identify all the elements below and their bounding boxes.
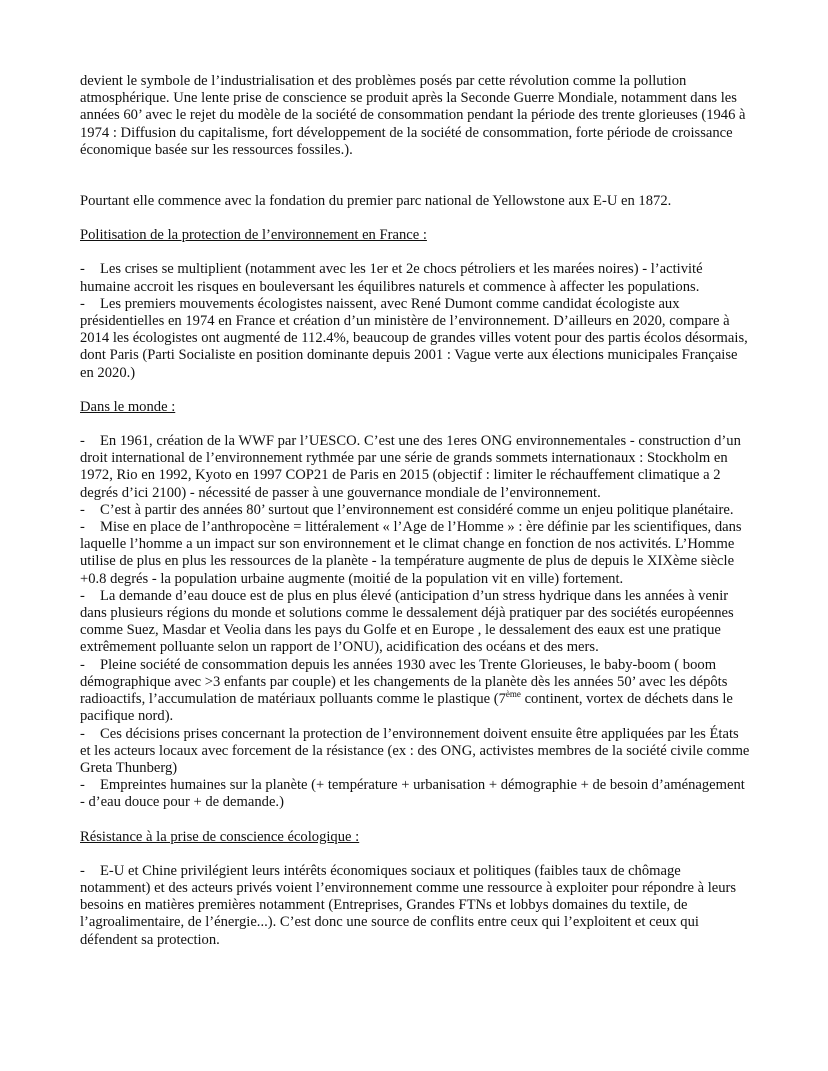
bullet-text: Les crises se multiplient (notamment avec les 1er et 2e chocs pétroliers et les marées noires) - l’activité humaine accroit les risques en bouleversant les équilibres naturels et commence à affecter les populations. <box>80 261 703 295</box>
bullet-item: - Les premiers mouvements écologistes naissent, avec René Dumont comme candidat écologiste aux présidentielles en 1974 en France et création d’un ministère de l’environnement. D’ailleurs en 2020, compare à 2014 les écologistes ont augmenté de 112.4%, beaucoup de grandes villes votent pour des partis écolos désormais, dont Paris (Parti Socialiste en position dominante depuis 2001 : Vague verte aux élections municipales Française en 2020.) <box>80 295 748 381</box>
superscript: ème <box>505 689 521 700</box>
bullet-item: - C’est à partir des années 80’ surtout que l’environnement est considéré comme un enjeu politique planétaire. <box>80 501 734 518</box>
bullet-text: Pleine société de consommation depuis les années 1930 avec les Trente Glorieuses, le baby-boom ( boom démographique avec >3 enfants par couple) et les changements de la planète dès les années 50’ avec les dépôts radioactifs, l’accumulation de matériaux polluants comme le plastique (7 <box>80 656 728 708</box>
bullet-text: Mise en place de l’anthropocène = littéralement « l’Age de l’Homme » : ère définie par les scientifiques, dans laquelle l’homme a un impact sur son environnement et le climat change en fonction de nos activités. L’Homme utilise de plus en plus les ressources de la planète - la température augmente de plus de depuis le XIXème siècle +0.8 degrés - la population urbaine augmente (moitié de la population vit en ville) fortement. <box>80 519 742 587</box>
bullet-item: - En 1961, création de la WWF par l’UESCO. C’est une des 1eres ONG environnementales - construction d’un droit international de l’environnement rythmée par une série de grands sommets internationaux : Stockholm en 1972, Rio en 1992, Kyoto en 1997 COP21 de Paris en 2015 (objectif : limiter le réchauffement climatique a 2 degrés d’ici 2100) - nécessité de passer à une gouvernance mondiale de l’environnement. <box>80 433 741 501</box>
intro-paragraph: devient le symbole de l’industrialisation et des problèmes posés par cette révolution comme la pollution atmosphérique. Une lente prise de conscience se produit après la Seconde Guerre Mondiale, notamment dans les années 60’ avec le rejet du modèle de la société de consommation pendant la période des trente glorieuses (1946 à 1974 : Diffusion du capitalisme, fort développement de la société de consommation, forte période de croissance économique basée sur les ressources fossiles.). <box>80 73 746 158</box>
bullet-text: En 1961, création de la WWF par l’UESCO. C’est une des 1eres ONG environnementales - construction d’un droit international de l’environnement rythmée par une série de grands sommets internationaux : Stockholm en 1972, Rio en 1992, Kyoto en 1997 COP21 de Paris en 2015 (objectif : limiter le réchauffement climatique a 2 degrés d’ici 2100) - nécessité de passer à une gouvernance mondiale de l’environnement. <box>80 433 741 501</box>
bullet-text: La demande d’eau douce est de plus en plus élevé (anticipation d’un stress hydrique dans les années à venir dans plusieurs régions du monde et solutions comme le dessalement déjà pratiquer par des sociétés européennes comme Suez, Masdar et Veolia dans les pays du Golfe et en Europe , le dessalement des eaux est une pratique extrêmement polluante selon un rapport de l’ONU), acidification des océans et des mers. <box>80 587 734 656</box>
bullet-text: E-U et Chine privilégient leurs intérêts économiques sociaux et politiques (faibles taux de chômage notamment) et des acteurs privés voient l’environnement comme une ressource à exploiter pour répondre à leurs besoins en matières premières notamment (Entreprises, Grandes FTNs et lobbys domaines du textile, de l’agroalimentaire, de l’énergie...). C’est donc une source de conflits entre ceux qui l’exploitent et ceux qui défendent sa protection. <box>80 862 737 948</box>
bullet-item: - Mise en place de l’anthropocène = littéralement « l’Age de l’Homme » : ère définie par les scientifiques, dans laquelle l’homme a un impact sur son environnement et le climat change en fonction de nos activités. L’Homme utilise de plus en plus les ressources de la planète - la température augmente de plus de depuis le XIXème siècle +0.8 degrés - la population urbaine augmente (moitié de la population vit en ville) fortement. <box>80 519 742 587</box>
yellowstone-paragraph: Pourtant elle commence avec la fondation du premier parc national de Yellowstone aux E-U en 1872. <box>80 193 672 210</box>
document-page <box>80 73 750 949</box>
bullet-item: - Pleine société de consommation depuis les années 1930 avec les Trente Glorieuses, le baby-boom ( boom démographique avec >3 enfants par couple) et les changements de la planète dès les années 50’ avec les dépôts radioactifs, l’accumulation de matériaux polluants comme le plastique (7ème continent, vortex de déchets dans le pacifique nord). <box>80 656 733 725</box>
bullet-text: Les premiers mouvements écologistes naissent, avec René Dumont comme candidat écologiste aux présidentielles en 1974 en France et création d’un ministère de l’environnement. D’ailleurs en 2020, compare à 2014 les écologistes ont augmenté de 112.4%, beaucoup de grandes villes votent pour des partis écolos désormais, dont Paris (Parti Socialiste en position dominante depuis 2001 : Vague verte aux élections municipales Française en 2020.) <box>80 295 748 381</box>
heading-resistance: Résistance à la prise de conscience écologique : <box>80 828 360 845</box>
heading-france: Politisation de la protection de l’environnement en France : <box>80 227 427 244</box>
bullet-text: Empreintes humaines sur la planète (+ température + urbanisation + démographie + de besoin d’aménagement - d’eau douce pour + de demande.) <box>80 777 745 811</box>
bullet-item: - La demande d’eau douce est de plus en plus élevé (anticipation d’un stress hydrique dans les années à venir dans plusieurs régions du monde et solutions comme le dessalement déjà pratiquer par des sociétés européennes comme Suez, Masdar et Veolia dans les pays du Golfe et en Europe , le dessalement des eaux est une pratique extrêmement polluante selon un rapport de l’ONU), acidification des océans et des mers. <box>80 587 734 656</box>
bullet-item: - Empreintes humaines sur la planète (+ température + urbanisation + démographie + de besoin d’aménagement - d’eau douce pour + de demande.) <box>80 777 745 811</box>
bullet-item: - Ces décisions prises concernant la protection de l’environnement doivent ensuite être appliquées par les États et les acteurs locaux avec forcement de la résistance (ex : des ONG, activistes membres de la société civile comme Greta Thunberg) <box>80 725 750 776</box>
bullet-text: Ces décisions prises concernant la protection de l’environnement doivent ensuite être appliquées par les États et les acteurs locaux avec forcement de la résistance (ex : des ONG, activistes membres de la société civile comme Greta Thunberg) <box>80 725 750 776</box>
bullet-text: C’est à partir des années 80’ surtout que l’environnement est considéré comme un enjeu politique planétaire. <box>100 501 734 518</box>
bullet-item: - Les crises se multiplient (notamment avec les 1er et 2e chocs pétroliers et les marées noires) - l’activité humaine accroit les risques en bouleversant les équilibres naturels et commence à affecter les populations. <box>80 261 703 295</box>
bullet-text: continent, vortex de déchets dans le pacifique nord). <box>80 691 733 725</box>
heading-monde: Dans le monde : <box>80 398 176 415</box>
bullet-item: - E-U et Chine privilégient leurs intérêts économiques sociaux et politiques (faibles taux de chômage notamment) et des acteurs privés voient l’environnement comme une ressource à exploiter pour répondre à leurs besoins en matières premières notamment (Entreprises, Grandes FTNs et lobbys domaines du textile, de l’agroalimentaire, de l’énergie...). C’est donc une source de conflits entre ceux qui l’exploitent et ceux qui défendent sa protection. <box>80 862 737 948</box>
